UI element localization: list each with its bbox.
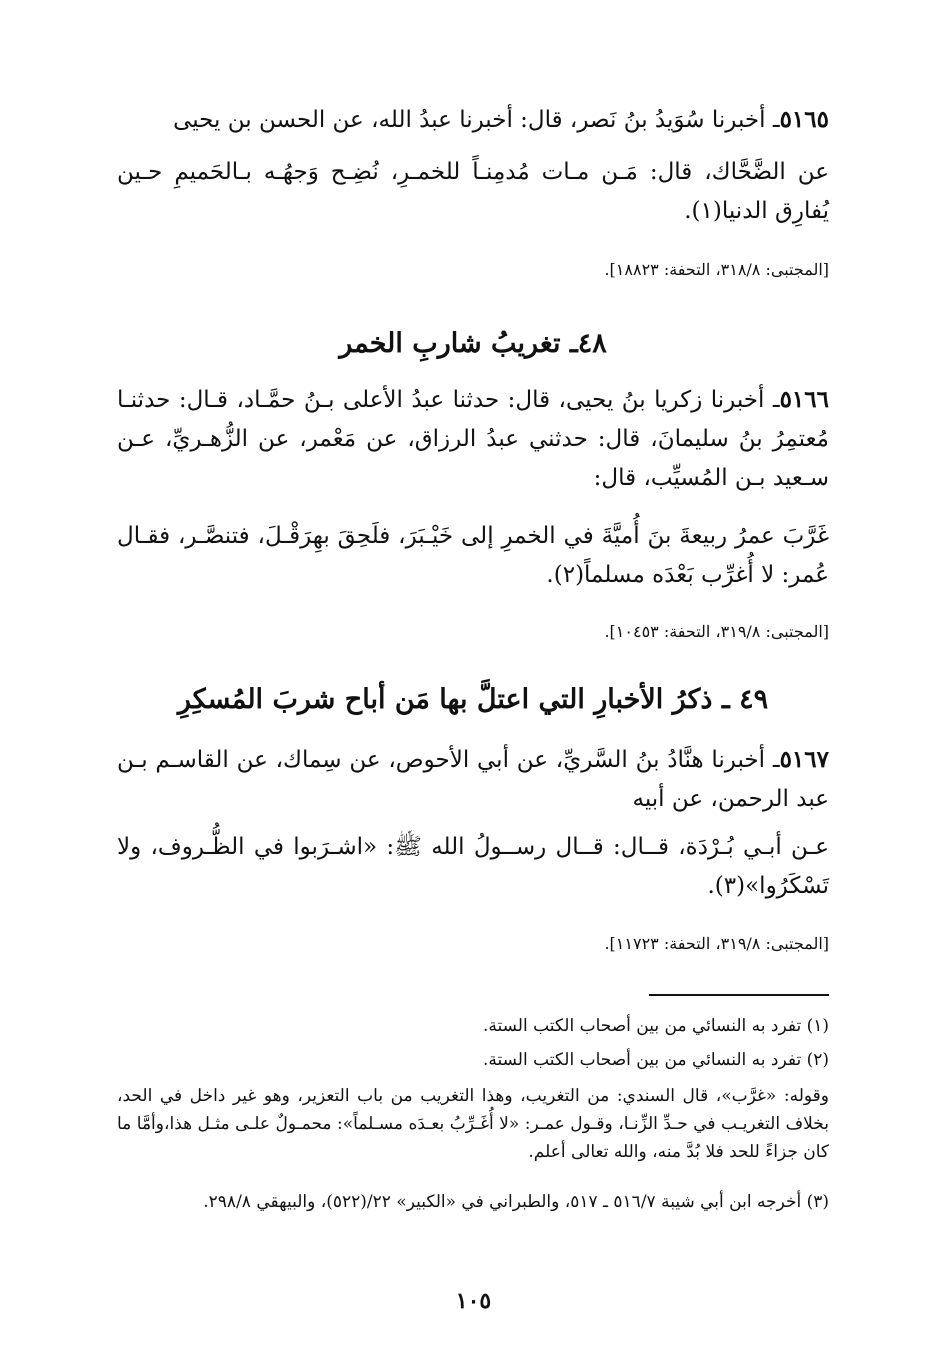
hadith-5167 [117, 740, 829, 819]
separator-line [649, 994, 829, 996]
footnote-2-comment: وقوله: «غرَّب»، قال السندي: من التغريب، وهذا التغريب من باب التعزير، وهو غير داخل في الحد، بخلاف التغريـب في حـدِّ الزِّنـا، وقـول عمـر: «لا أُغَـرِّبُ بعـدَه مسـلماً»: محمـولٌ علـى مثـل هذا،وأمَّا ما كان جزاءً للحد فلا بُدَّ منه، والله تعالى أعلم. [117, 1086, 829, 1162]
hadith-5166-source: [المجتبى: ٣١٩/٨، التحفة: ١٠٤٥٣]. [604, 622, 829, 641]
hadith-5165 [117, 100, 829, 140]
hadith-5167-source: [المجتبى: ٣١٩/٨، التحفة: ١١٧٢٣]. [604, 934, 829, 953]
hadith-isnad: ـ أخبرنا زكريا بنُ يحيى، قال: حدثنا عبدُ الأعلى بـنُ حمَّـاد، قـال: حدثنـا مُعتمِرُ بنُ سليمانَ، قال: حدثني عبدُ الرزاق، عن مَعْمر، عن الزُّهـريِّ، عـن سـعيد بـن المُسيِّب، قال: [117, 387, 829, 491]
hadith-number: ٥١٦٦ [779, 386, 829, 413]
footnote-2: (٢) تفرد به النسائي من بين أصحاب الكتب الستة. [482, 1050, 829, 1070]
hadith-isnad: ـ أخبرنا سُوَيدُ بنُ نَصر، قال: أخبرنا عبدُ الله، عن الحسن بن يحيى [173, 107, 780, 133]
hadith-matn: عن الضَّحَّاك، قال: مَـن مـات مُدمِنـاً للخمـرِ، نُضِـح وَجهُـه بـالحَميمِ حـين يُفارِق الدنيا(١). [117, 159, 829, 224]
page-number: ١٠٥ [455, 1288, 492, 1314]
hadith-matn: غَرَّبَ عمرُ ربيعةَ بنَ أُميَّةَ في الخمرِ إلى خَيْـبَرَ، فلَحِقَ بهِرَقْـلَ، فتنصَّـر، فقـال عُمر: لا أُغرِّب بَعْدَه مسلماً(٢). [117, 523, 829, 588]
hadith-5165-matn [117, 153, 829, 231]
hadith-matn: عـن أبـي بُـرْدَة، قــال: قــال رســولُ الله ﷺ: «اشـرَبوا في الظُّـروف، ولا تَسْكَرُوا»(٣). [117, 834, 829, 899]
footnote-1: (١) تفرد به النسائي من بين أصحاب الكتب الستة. [482, 1016, 829, 1036]
hadith-number: ٥١٦٧ [779, 746, 829, 773]
chapter-heading-49: ٤٩ ـ ذكرُ الأخبارِ التي اعتلَّ بها مَن أباح شربَ المُسكِرِ [177, 684, 769, 715]
chapter-heading-48: ٤٨ـ تغريبُ شاربِ الخمر [339, 328, 607, 359]
hadith-5165-source: [المجتبى: ٣١٨/٨، التحفة: ١٨٨٢٣]. [604, 260, 829, 279]
hadith-5166-matn [117, 517, 829, 595]
footnote-3: (٣) أخرجه ابن أبي شيبة ٥١٦/٧ ـ ٥١٧، والطبراني في «الكبير» ٢٢/(٥٢٢)، والبيهقي ٢٩٨/٨. [203, 1192, 829, 1212]
hadith-isnad: ـ أخبرنا هنَّادُ بنُ السَّريِّ، عن أبي الأحوص، عن سِماك، عن القاسـم بـن عبد الرحمن، عن أبيه [117, 747, 829, 812]
hadith-5167-matn [117, 828, 829, 906]
hadith-number: ٥١٦٥ [779, 106, 829, 133]
hadith-5166 [117, 380, 829, 498]
